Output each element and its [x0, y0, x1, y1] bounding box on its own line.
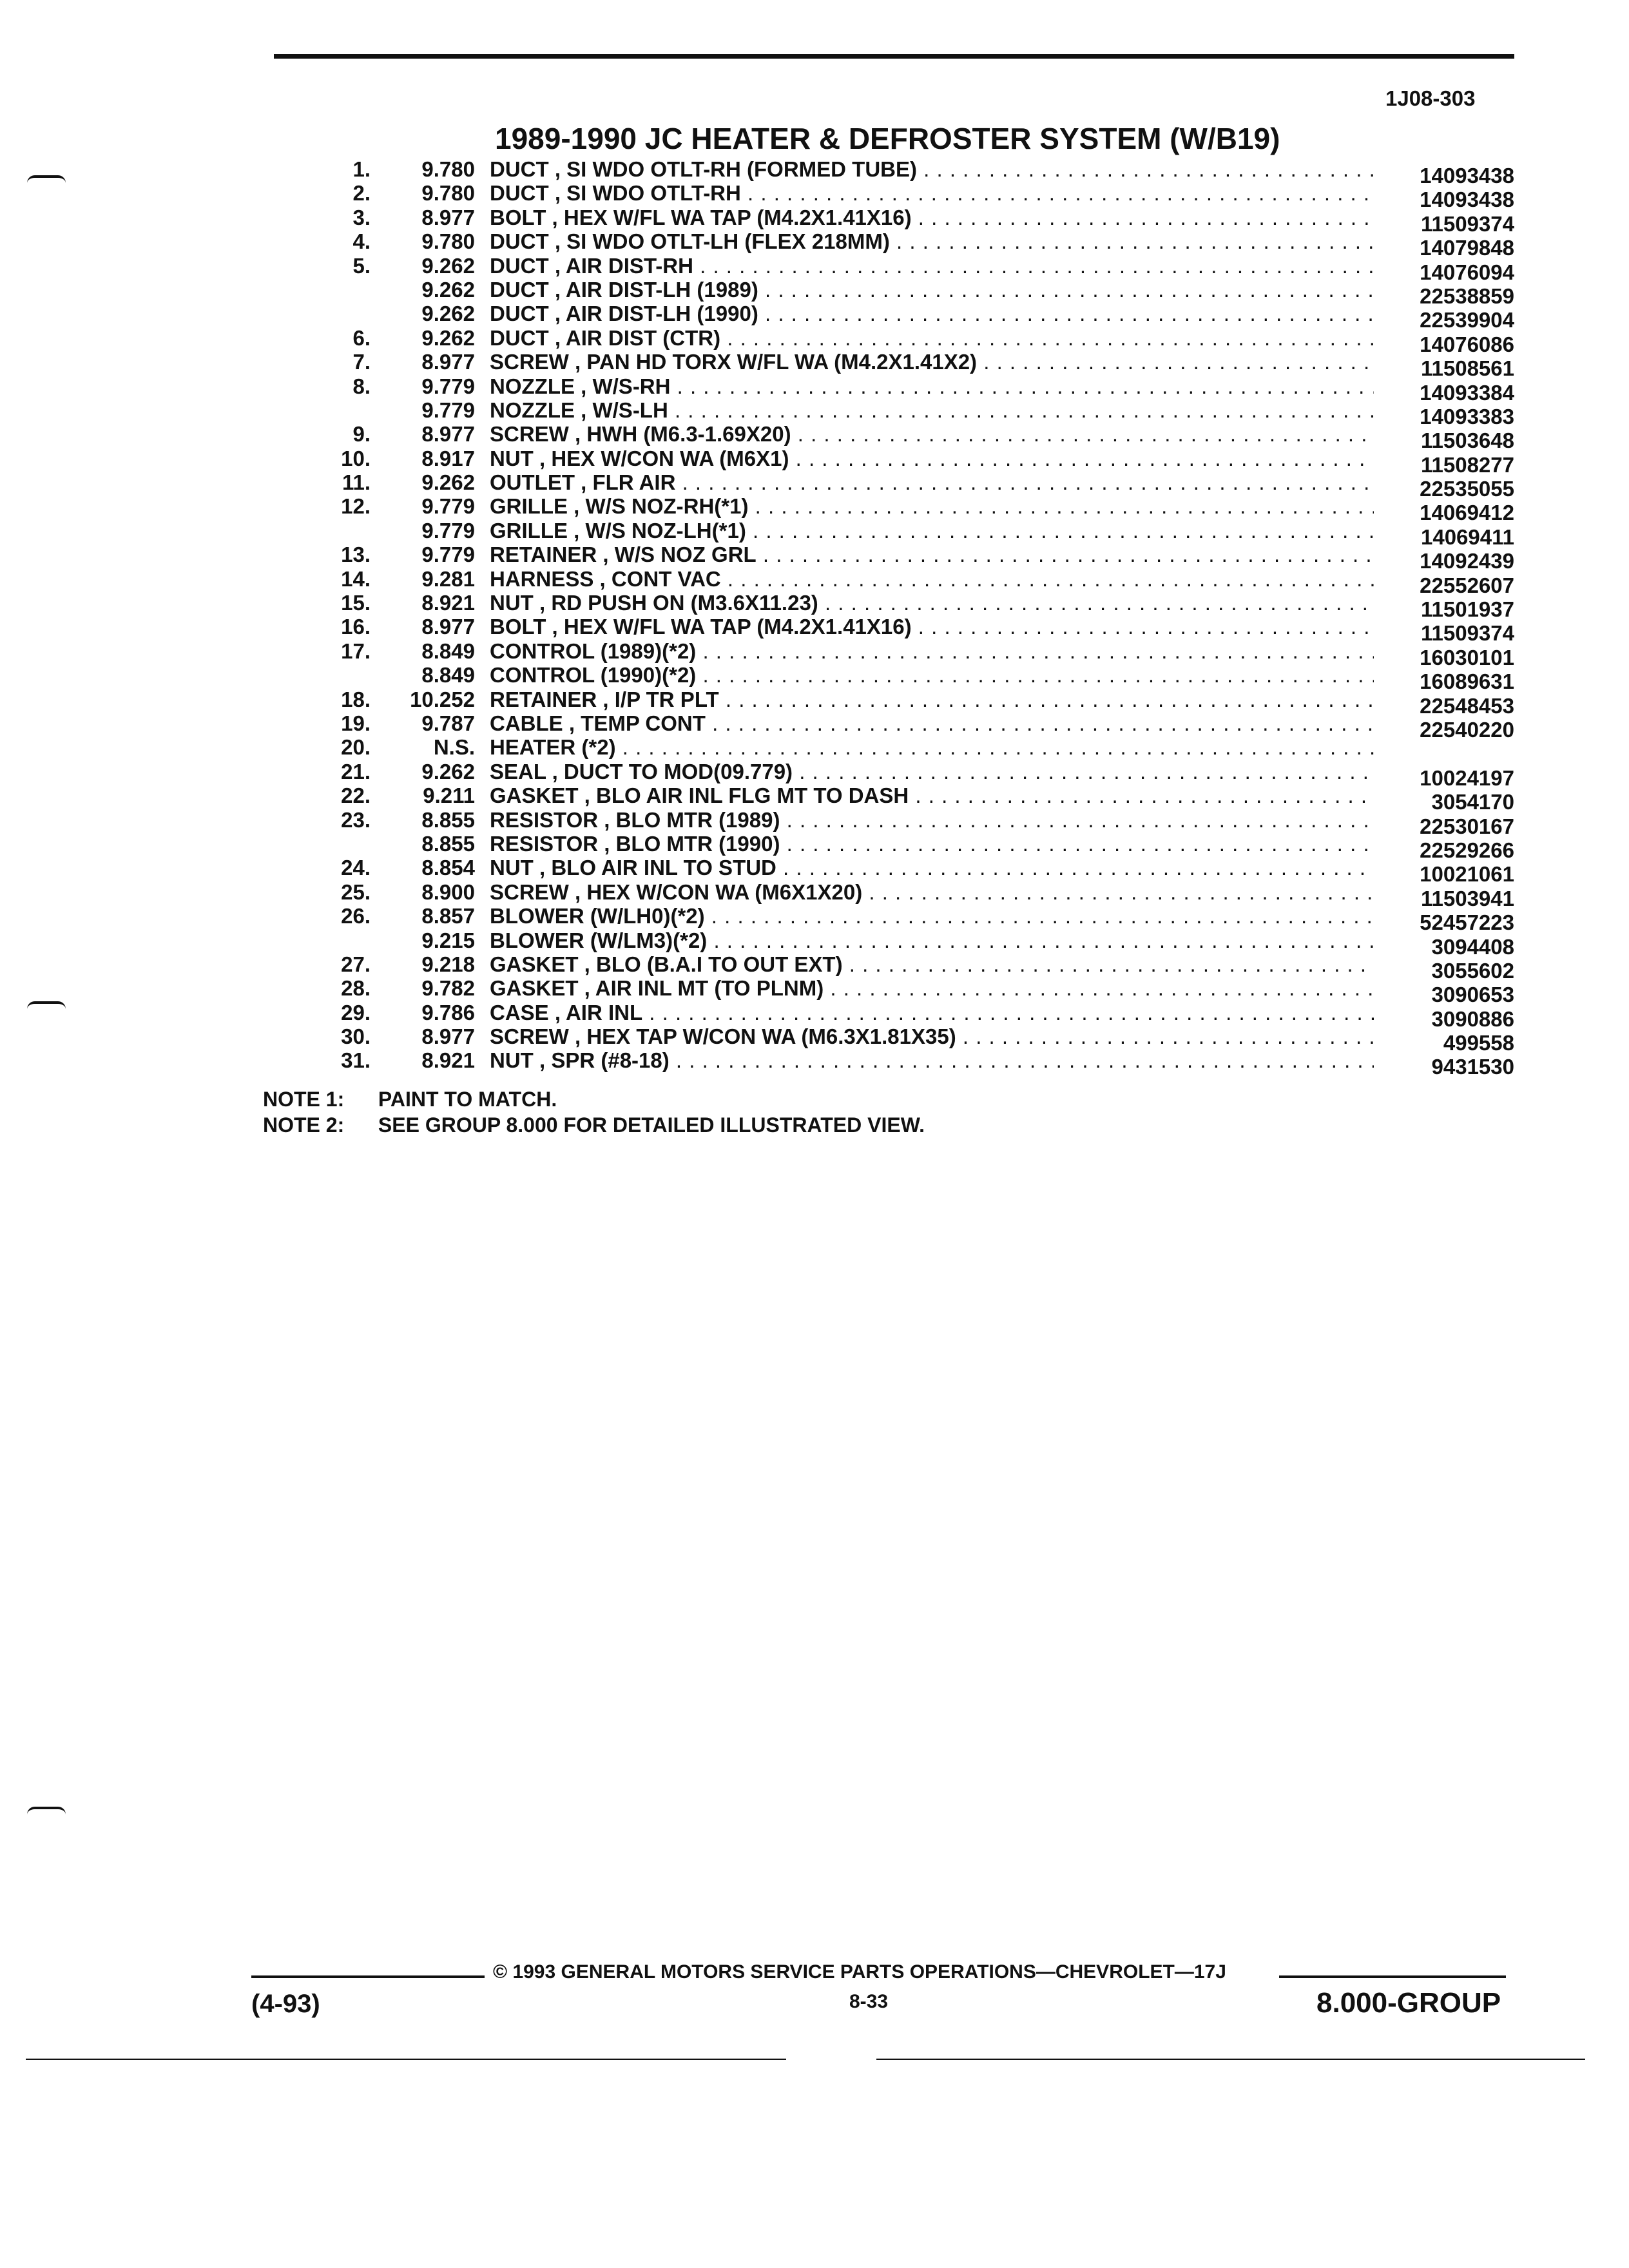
table-row — [0, 181, 1629, 212]
group-number: 8.855 — [421, 831, 475, 856]
part-description: RESISTOR , BLO MTR (1990) . . . — [490, 832, 1374, 856]
table-row — [0, 398, 1629, 428]
part-number: 14076086 — [1420, 332, 1514, 356]
item-number: 10. — [341, 446, 371, 470]
table-row — [0, 1048, 1629, 1079]
group-number: 8.977 — [421, 615, 475, 639]
group-number: 9.218 — [421, 952, 475, 976]
part-description: RETAINER , W/S NOZ GRL . . . — [490, 543, 1374, 566]
item-number: 30. — [341, 1024, 371, 1049]
part-number: 14093438 — [1420, 164, 1514, 187]
item-number: 13. — [341, 543, 371, 567]
group-number: 8.917 — [421, 446, 475, 470]
group-number: 9.262 — [421, 277, 475, 302]
table-row — [0, 591, 1629, 622]
note-label: NOTE 2: — [263, 1113, 345, 1137]
part-description: GRILLE , W/S NOZ-LH(*1) . . . — [490, 519, 1374, 543]
part-number: 499558 — [1443, 1031, 1514, 1055]
group-number: 8.921 — [421, 591, 475, 615]
table-row — [0, 494, 1629, 525]
footer-rule-right — [1279, 1975, 1506, 1978]
part-description: NUT , RD PUSH ON (M3.6X11.23) . . . — [490, 591, 1374, 615]
group-number: 8.900 — [421, 879, 475, 904]
part-description: RESISTOR , BLO MTR (1989) . . . — [490, 808, 1374, 832]
part-number: 16089631 — [1420, 669, 1514, 694]
part-description: DUCT , SI WDO OTLT-LH (FLEX 218MM) . . . — [490, 229, 1374, 253]
part-description: NUT , HEX W/CON WA (M6X1) . . . — [490, 447, 1374, 470]
table-row — [0, 1024, 1629, 1055]
table-row — [0, 735, 1629, 759]
group-number: 9.262 — [421, 325, 475, 350]
bottom-rule-right — [876, 2059, 1585, 2060]
part-number: 3094408 — [1431, 934, 1514, 959]
note-text: PAINT TO MATCH. — [378, 1088, 557, 1111]
table-row — [0, 879, 1629, 910]
item-number: 19. — [341, 711, 371, 735]
item-number: 20. — [341, 735, 371, 760]
footer-copyright: © 1993 GENERAL MOTORS SERVICE PARTS OPERATIONS—CHEVROLET—17J — [493, 1961, 1226, 1983]
table-row — [0, 952, 1629, 983]
item-number: 9. — [352, 422, 371, 447]
group-number: 9.281 — [421, 566, 475, 591]
part-number: 11508277 — [1420, 452, 1514, 477]
group-number: 8.855 — [421, 807, 475, 832]
part-description: DUCT , AIR DIST-LH (1989) . . . — [490, 278, 1374, 302]
footer-date: (4-93) — [251, 1990, 320, 2018]
group-number: 8.854 — [421, 856, 475, 880]
part-description: SCREW , PAN HD TORX W/FL WA (M4.2X1.41X2) . . . — [490, 350, 1374, 374]
table-row — [0, 446, 1629, 477]
item-number: 26. — [341, 904, 371, 928]
table-row — [0, 277, 1629, 308]
table-row — [0, 807, 1629, 838]
part-number: 3090653 — [1431, 983, 1514, 1007]
part-number: 22530167 — [1420, 814, 1514, 838]
item-number: 15. — [341, 591, 371, 615]
note-item — [263, 1088, 925, 1113]
group-number: 9.211 — [423, 783, 475, 808]
item-number: 23. — [341, 807, 371, 832]
part-description: BOLT , HEX W/FL WA TAP (M4.2X1.41X16) . . . — [490, 615, 1374, 639]
part-description: CASE , AIR INL . . . — [490, 1001, 1374, 1024]
notes — [263, 1088, 925, 1139]
item-number: 17. — [341, 639, 371, 663]
group-number: 9.780 — [421, 181, 475, 206]
group-number: 9.779 — [421, 374, 475, 398]
item-number: 1. — [352, 157, 371, 181]
part-number: 52457223 — [1420, 910, 1514, 935]
item-number: 14. — [341, 566, 371, 591]
part-description: GRILLE , W/S NOZ-RH(*1) . . . — [490, 494, 1374, 518]
note-text: SEE GROUP 8.000 FOR DETAILED ILLUSTRATED VIEW. — [378, 1113, 925, 1137]
bottom-rule-left — [26, 2059, 786, 2060]
part-number: 14092439 — [1420, 549, 1514, 573]
group-number: 9.779 — [421, 543, 475, 567]
table-row — [0, 687, 1629, 718]
part-description: CABLE , TEMP CONT . . . — [490, 711, 1374, 735]
item-number: 28. — [341, 976, 371, 1001]
group-number: 9.779 — [421, 518, 475, 543]
table-row — [0, 157, 1629, 187]
table-row — [0, 904, 1629, 935]
group-number: 9.215 — [421, 928, 475, 952]
part-number: 22552607 — [1420, 573, 1514, 597]
table-row — [0, 711, 1629, 742]
part-number: 22539904 — [1420, 308, 1514, 332]
part-description: DUCT , AIR DIST-RH . . . — [490, 254, 1374, 278]
part-number: 14093383 — [1420, 404, 1514, 428]
table-row — [0, 831, 1629, 862]
part-description: NUT , SPR (#8-18) . . . — [490, 1048, 1374, 1072]
parts-list — [0, 157, 1629, 1079]
part-description: NOZZLE , W/S-LH . . . — [490, 398, 1374, 422]
table-row — [0, 205, 1629, 236]
part-number: 3054170 — [1431, 790, 1514, 814]
part-description: DUCT , AIR DIST (CTR) . . . — [490, 326, 1374, 350]
table-row — [0, 783, 1629, 814]
item-number: 2. — [352, 181, 371, 206]
part-number: 14076094 — [1420, 260, 1514, 284]
part-number: 11503941 — [1420, 886, 1514, 910]
part-description: BLOWER (W/LM3)(*2) . . . — [490, 928, 1374, 952]
part-description: DUCT , SI WDO OTLT-RH . . . — [490, 181, 1374, 205]
part-number: 11509374 — [1420, 621, 1514, 646]
part-description: GASKET , BLO (B.A.I TO OUT EXT) . . . — [490, 952, 1374, 976]
part-description: DUCT , SI WDO OTLT-RH (FORMED TUBE) . . . — [490, 157, 1374, 181]
item-number: 25. — [341, 879, 371, 904]
table-row — [0, 374, 1629, 405]
table-row — [0, 253, 1629, 284]
item-number: 12. — [341, 494, 371, 519]
item-number: 24. — [341, 856, 371, 880]
group-number: 9.779 — [421, 494, 475, 519]
part-number: 9431530 — [1431, 1055, 1514, 1079]
part-description: DUCT , AIR DIST-LH (1990) . . . — [490, 302, 1374, 325]
footer-rule-left — [251, 1975, 485, 1978]
part-description: GASKET , BLO AIR INL FLG MT TO DASH . . . — [490, 783, 1374, 807]
table-row — [0, 976, 1629, 1007]
group-number: 9.786 — [421, 1000, 475, 1024]
part-number: 11508561 — [1420, 356, 1514, 381]
group-number: 8.977 — [421, 350, 475, 374]
part-description: CONTROL (1989)(*2) . . . — [490, 639, 1374, 663]
part-number: 10024197 — [1420, 765, 1514, 790]
group-number: 8.857 — [421, 904, 475, 928]
part-description: BOLT , HEX W/FL WA TAP (M4.2X1.41X16) . . . — [490, 206, 1374, 229]
table-row — [0, 470, 1629, 501]
table-row — [0, 302, 1629, 332]
document-code: 1J08-303 — [1385, 86, 1476, 110]
item-number: 5. — [352, 253, 371, 278]
table-row — [0, 856, 1629, 887]
part-number: 14079848 — [1420, 236, 1514, 260]
table-row — [0, 350, 1629, 381]
table-row — [0, 759, 1629, 790]
part-description: NOZZLE , W/S-RH . . . — [490, 374, 1374, 398]
item-number: 7. — [352, 350, 371, 374]
table-row — [0, 615, 1629, 646]
table-row — [0, 229, 1629, 260]
part-number: 14093438 — [1420, 187, 1514, 212]
part-number: 14069412 — [1420, 501, 1514, 525]
group-number: 8.849 — [421, 663, 475, 687]
part-number: 11501937 — [1420, 597, 1514, 622]
item-number: 31. — [341, 1048, 371, 1073]
part-number: 22538859 — [1420, 284, 1514, 308]
group-number: 9.262 — [421, 302, 475, 326]
note-label: NOTE 1: — [263, 1088, 345, 1111]
table-row — [0, 1000, 1629, 1031]
group-number: 8.977 — [421, 205, 475, 229]
group-number: 9.262 — [421, 759, 475, 783]
group-number: 8.921 — [421, 1048, 475, 1073]
footer-page-number: 8-33 — [849, 1991, 889, 2012]
group-number: 9.262 — [421, 253, 475, 278]
table-row — [0, 543, 1629, 573]
item-number: 11. — [342, 470, 371, 495]
table-row — [0, 566, 1629, 597]
group-number: 8.977 — [421, 1024, 475, 1049]
group-number: 9.780 — [421, 229, 475, 254]
part-number: 16030101 — [1420, 645, 1514, 669]
part-description: BLOWER (W/LH0)(*2) . . . — [490, 904, 1374, 928]
part-description: CONTROL (1990)(*2) . . . — [490, 663, 1374, 687]
part-number: 11503648 — [1420, 428, 1514, 453]
item-number: 27. — [341, 952, 371, 976]
margin-mark — [27, 1807, 66, 1814]
part-description: SCREW , HWH (M6.3-1.69X20) . . . — [490, 422, 1374, 446]
part-number: 14093384 — [1420, 380, 1514, 405]
group-number: 9.262 — [421, 470, 475, 495]
footer-group-label: 8.000-GROUP — [1316, 1987, 1501, 2019]
part-description: NUT , BLO AIR INL TO STUD . . . — [490, 856, 1374, 879]
part-number: 22540220 — [1420, 717, 1514, 742]
group-number: N.S. — [433, 735, 475, 760]
item-number: 16. — [341, 615, 371, 639]
part-description: OUTLET , FLR AIR . . . — [490, 470, 1374, 494]
item-number: 3. — [352, 205, 371, 229]
table-row — [0, 325, 1629, 356]
item-number: 8. — [352, 374, 371, 398]
part-description: SCREW , HEX TAP W/CON WA (M6.3X1.81X35) . . . — [490, 1024, 1374, 1048]
part-number: 3090886 — [1431, 1006, 1514, 1031]
page-title: 1989-1990 JC HEATER & DEFROSTER SYSTEM (W/B19) — [495, 122, 1280, 155]
group-number: 9.782 — [421, 976, 475, 1001]
table-row — [0, 422, 1629, 453]
part-number: 22529266 — [1420, 838, 1514, 862]
part-description: SEAL , DUCT TO MOD(09.779) . . . — [490, 760, 1374, 783]
group-number: 9.779 — [421, 398, 475, 422]
item-number: 6. — [352, 325, 371, 350]
part-description: HEATER (*2) . . . — [490, 735, 1374, 759]
group-number: 9.787 — [421, 711, 475, 735]
table-row — [0, 663, 1629, 694]
part-number: 22535055 — [1420, 477, 1514, 501]
item-number: 21. — [341, 759, 371, 783]
top-rule — [274, 54, 1514, 59]
part-number: 22548453 — [1420, 693, 1514, 718]
table-row — [0, 639, 1629, 669]
part-number: 11509374 — [1420, 211, 1514, 236]
part-description: SCREW , HEX W/CON WA (M6X1X20) . . . — [490, 880, 1374, 904]
note-item — [263, 1113, 925, 1139]
part-description: HARNESS , CONT VAC . . . — [490, 567, 1374, 591]
item-number: 4. — [352, 229, 371, 254]
part-description: GASKET , AIR INL MT (TO PLNM) . . . — [490, 976, 1374, 1000]
table-row — [0, 928, 1629, 959]
part-number: 3055602 — [1431, 958, 1514, 983]
group-number: 8.977 — [421, 422, 475, 447]
part-number: 14069411 — [1420, 524, 1514, 549]
group-number: 8.849 — [421, 639, 475, 663]
group-number: 10.252 — [410, 687, 475, 711]
table-row — [0, 518, 1629, 549]
part-description: RETAINER , I/P TR PLT . . . — [490, 687, 1374, 711]
item-number: 18. — [341, 687, 371, 711]
group-number: 9.780 — [421, 157, 475, 181]
item-number: 29. — [341, 1000, 371, 1024]
item-number: 22. — [341, 783, 371, 808]
part-number: 10021061 — [1420, 862, 1514, 887]
